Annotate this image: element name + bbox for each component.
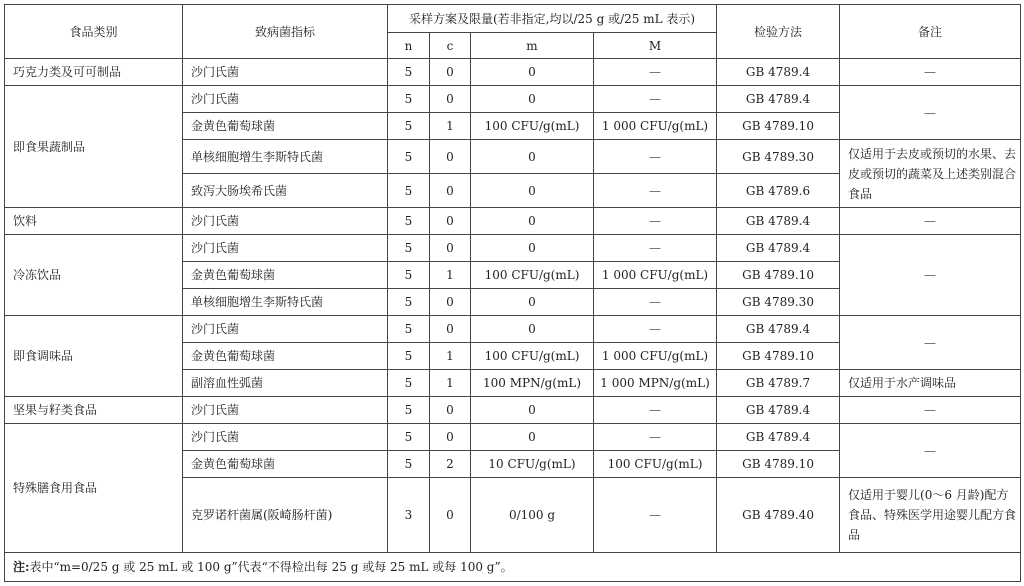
- M-cell: —: [594, 316, 717, 343]
- c-cell: 0: [430, 397, 471, 424]
- method-cell: GB 4789.10: [717, 343, 840, 370]
- M-cell: —: [594, 235, 717, 262]
- n-cell: 5: [388, 343, 430, 370]
- M-cell: —: [594, 478, 717, 553]
- n-cell: 5: [388, 174, 430, 208]
- table-row: [5, 424, 1021, 451]
- n-cell: 5: [388, 424, 430, 451]
- header-sampling-plan: 采样方案及限量(若非指定,均以/25 g 或/25 mL 表示): [388, 5, 717, 33]
- method-cell: GB 4789.7: [717, 370, 840, 397]
- c-cell: 1: [430, 370, 471, 397]
- M-cell: —: [594, 59, 717, 86]
- method-cell: GB 4789.4: [717, 316, 840, 343]
- header-test-method: 检验方法: [717, 5, 840, 59]
- table-row: [5, 316, 1021, 343]
- food-category-cell: 巧克力类及可可制品: [5, 59, 183, 86]
- m-cell: 0: [471, 86, 594, 113]
- pathogen-cell: 单核细胞增生李斯特氏菌: [183, 289, 388, 316]
- method-cell: GB 4789.4: [717, 208, 840, 235]
- m-cell: 0: [471, 397, 594, 424]
- food-category-cell: 坚果与籽类食品: [5, 397, 183, 424]
- c-cell: 0: [430, 86, 471, 113]
- M-cell: —: [594, 140, 717, 174]
- pathogen-cell: 金黄色葡萄球菌: [183, 262, 388, 289]
- footnote: [5, 553, 1021, 582]
- table-row: [5, 59, 1021, 86]
- n-cell: 5: [388, 113, 430, 140]
- pathogen-limits-table: [4, 4, 1021, 582]
- remark-cell: 仅适用于去皮或预切的水果、去皮或预切的蔬菜及上述类别混合食品: [840, 140, 1021, 208]
- n-cell: 5: [388, 316, 430, 343]
- c-cell: 0: [430, 174, 471, 208]
- remark-cell: —: [840, 316, 1021, 370]
- pathogen-cell: 沙门氏菌: [183, 424, 388, 451]
- m-cell: 10 CFU/g(mL): [471, 451, 594, 478]
- c-cell: 0: [430, 478, 471, 553]
- M-cell: —: [594, 424, 717, 451]
- method-cell: GB 4789.40: [717, 478, 840, 553]
- M-cell: —: [594, 397, 717, 424]
- remark-cell: —: [840, 86, 1021, 140]
- pathogen-cell: 沙门氏菌: [183, 86, 388, 113]
- header-row-1: [5, 5, 1021, 33]
- table-row: [5, 86, 1021, 113]
- c-cell: 2: [430, 451, 471, 478]
- n-cell: 5: [388, 235, 430, 262]
- M-cell: 1 000 CFU/g(mL): [594, 113, 717, 140]
- m-cell: 0: [471, 174, 594, 208]
- pathogen-cell: 沙门氏菌: [183, 235, 388, 262]
- header-m: m: [471, 33, 594, 59]
- table-row: [5, 397, 1021, 424]
- method-cell: GB 4789.4: [717, 397, 840, 424]
- m-cell: 100 CFU/g(mL): [471, 262, 594, 289]
- c-cell: 0: [430, 289, 471, 316]
- pathogen-cell: 克罗诺杆菌属(阪崎肠杆菌): [183, 478, 388, 553]
- remark-cell: 仅适用于婴儿(0～6 月龄)配方食品、特殊医学用途婴儿配方食品: [840, 478, 1021, 553]
- pathogen-cell: 金黄色葡萄球菌: [183, 343, 388, 370]
- food-category-cell: 饮料: [5, 208, 183, 235]
- n-cell: 5: [388, 262, 430, 289]
- method-cell: GB 4789.4: [717, 59, 840, 86]
- method-cell: GB 4789.30: [717, 289, 840, 316]
- remark-cell: —: [840, 59, 1021, 86]
- food-category-cell: 特殊膳食用食品: [5, 424, 183, 553]
- n-cell: 5: [388, 397, 430, 424]
- n-cell: 5: [388, 370, 430, 397]
- m-cell: 100 MPN/g(mL): [471, 370, 594, 397]
- food-category-cell: 即食果蔬制品: [5, 86, 183, 208]
- m-cell: 0: [471, 424, 594, 451]
- M-cell: 1 000 CFU/g(mL): [594, 262, 717, 289]
- food-category-cell: 冷冻饮品: [5, 235, 183, 316]
- M-cell: 1 000 CFU/g(mL): [594, 343, 717, 370]
- remark-cell: —: [840, 397, 1021, 424]
- n-cell: 5: [388, 451, 430, 478]
- method-cell: GB 4789.4: [717, 86, 840, 113]
- m-cell: 0: [471, 59, 594, 86]
- m-cell: 0: [471, 140, 594, 174]
- m-cell: 0/100 g: [471, 478, 594, 553]
- M-cell: —: [594, 289, 717, 316]
- method-cell: GB 4789.6: [717, 174, 840, 208]
- m-cell: 0: [471, 316, 594, 343]
- c-cell: 1: [430, 113, 471, 140]
- m-cell: 100 CFU/g(mL): [471, 343, 594, 370]
- c-cell: 0: [430, 208, 471, 235]
- n-cell: 3: [388, 478, 430, 553]
- pathogen-cell: 沙门氏菌: [183, 316, 388, 343]
- remark-cell: —: [840, 424, 1021, 478]
- food-category-cell: 即食调味品: [5, 316, 183, 397]
- pathogen-cell: 沙门氏菌: [183, 59, 388, 86]
- pathogen-cell: 副溶血性弧菌: [183, 370, 388, 397]
- method-cell: GB 4789.4: [717, 235, 840, 262]
- header-c: c: [430, 33, 471, 59]
- header-n: n: [388, 33, 430, 59]
- c-cell: 0: [430, 235, 471, 262]
- m-cell: 0: [471, 235, 594, 262]
- pathogen-cell: 沙门氏菌: [183, 397, 388, 424]
- pathogen-cell: 金黄色葡萄球菌: [183, 451, 388, 478]
- M-cell: —: [594, 174, 717, 208]
- remark-cell: —: [840, 235, 1021, 316]
- remark-cell: 仅适用于水产调味品: [840, 370, 1021, 397]
- c-cell: 0: [430, 316, 471, 343]
- c-cell: 0: [430, 140, 471, 174]
- c-cell: 1: [430, 343, 471, 370]
- table-row: [5, 208, 1021, 235]
- header-M: M: [594, 33, 717, 59]
- m-cell: 0: [471, 208, 594, 235]
- c-cell: 1: [430, 262, 471, 289]
- M-cell: —: [594, 86, 717, 113]
- n-cell: 5: [388, 289, 430, 316]
- footnote-row: [5, 553, 1021, 582]
- n-cell: 5: [388, 59, 430, 86]
- method-cell: GB 4789.10: [717, 262, 840, 289]
- pathogen-cell: 致泻大肠埃希氏菌: [183, 174, 388, 208]
- header-category: 食品类别: [5, 5, 183, 59]
- pathogen-cell: 沙门氏菌: [183, 208, 388, 235]
- M-cell: 100 CFU/g(mL): [594, 451, 717, 478]
- m-cell: 0: [471, 289, 594, 316]
- header-pathogen: 致病菌指标: [183, 5, 388, 59]
- pathogen-cell: 金黄色葡萄球菌: [183, 113, 388, 140]
- method-cell: GB 4789.30: [717, 140, 840, 174]
- n-cell: 5: [388, 140, 430, 174]
- M-cell: 1 000 MPN/g(mL): [594, 370, 717, 397]
- c-cell: 0: [430, 59, 471, 86]
- footnote-text: 表中“m=0/25 g 或 25 mL 或 100 g”代表“不得检出每 25 g 或每 25 mL 或每 100 g”。: [29, 560, 513, 574]
- header-remarks: 备注: [840, 5, 1021, 59]
- method-cell: GB 4789.10: [717, 451, 840, 478]
- c-cell: 0: [430, 424, 471, 451]
- footnote-label: 注:: [13, 560, 30, 574]
- n-cell: 5: [388, 208, 430, 235]
- microbial-limits-table-wrapper: [4, 4, 1021, 582]
- method-cell: GB 4789.10: [717, 113, 840, 140]
- m-cell: 100 CFU/g(mL): [471, 113, 594, 140]
- M-cell: —: [594, 208, 717, 235]
- remark-cell: —: [840, 208, 1021, 235]
- method-cell: GB 4789.4: [717, 424, 840, 451]
- n-cell: 5: [388, 86, 430, 113]
- table-row: [5, 235, 1021, 262]
- pathogen-cell: 单核细胞增生李斯特氏菌: [183, 140, 388, 174]
